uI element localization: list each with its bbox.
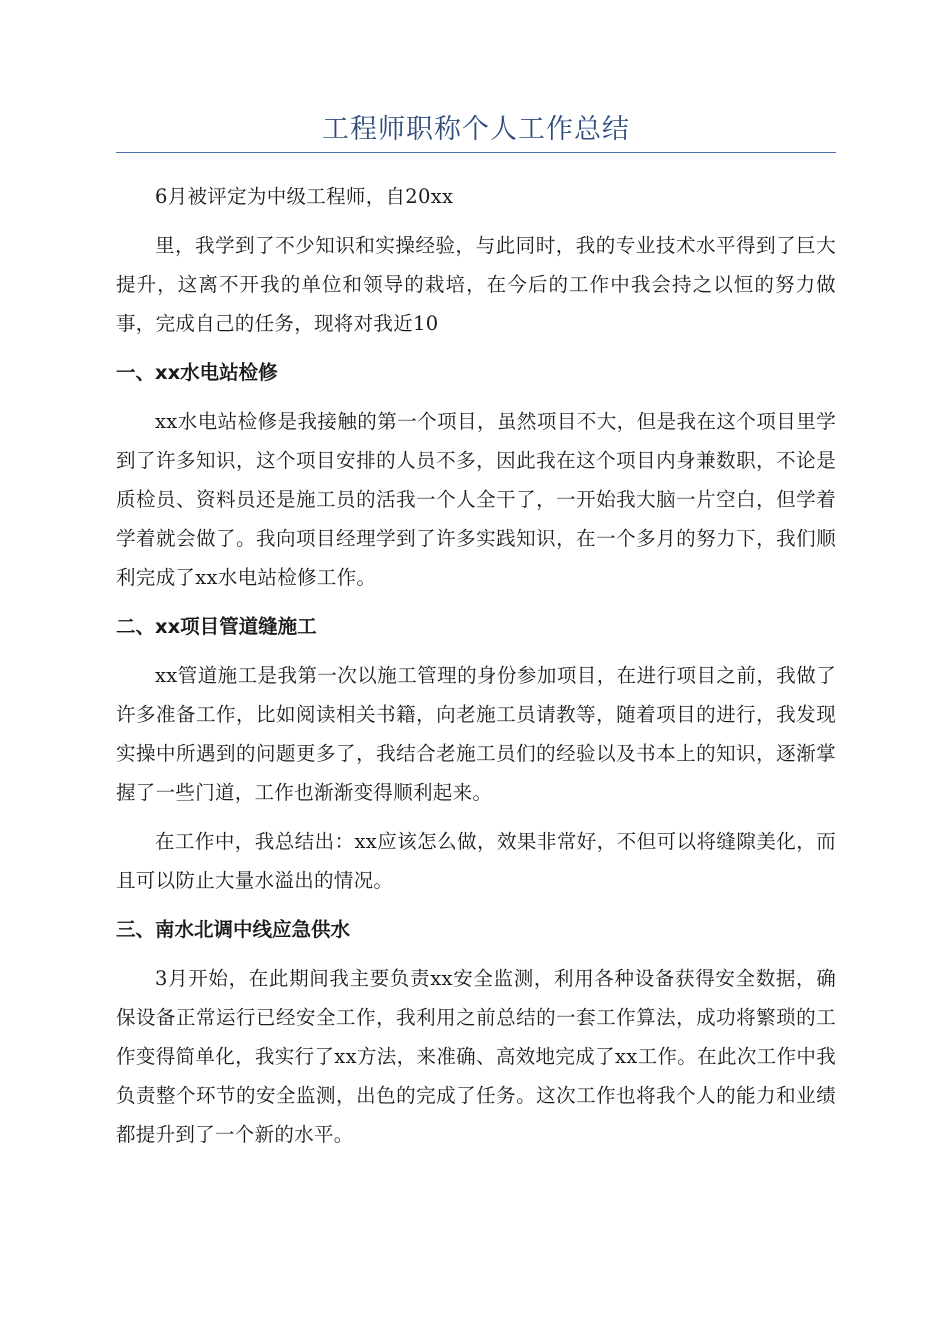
document-title: 工程师职称个人工作总结 — [322, 114, 630, 145]
section-1-paragraph-1: xx水电站检修是我接触的第一个项目，虽然项目不大，但是我在这个项目里学到了许多知识，这个项目安排的人员不多，因此我在这个项目内身兼数职，不论是质检员、资料员还是施工员的活我一个人全干了，一开始我大脑一片空白，但学着学着就会做了。我向项目经理学到了许多实践知识，在一个多月的努力下，我们顺利完成了xx水电站检修工作。 — [116, 410, 836, 589]
section-heading-2: 二、xx项目管道缝施工 — [116, 615, 317, 638]
document-page — [116, 110, 836, 1154]
intro-paragraph-2: 里，我学到了不少知识和实操经验，与此同时，我的专业技术水平得到了巨大提升，这离不开我的单位和领导的栽培，在今后的工作中我会持之以恒的努力做事，完成自己的任务，现将对我近10 — [116, 234, 836, 335]
section-3-paragraph-1: 3月开始，在此期间我主要负责xx安全监测，利用各种设备获得安全数据，确保设备正常运行已经安全工作，我利用之前总结的一套工作算法，成功将繁琐的工作变得简单化，我实行了xx方法，来准确、高效地完成了xx工作。在此次工作中我负责整个环节的安全监测，出色的完成了任务。这次工作也将我个人的能力和业绩都提升到了一个新的水平。 — [116, 967, 836, 1146]
section-2-paragraph-1: xx管道施工是我第一次以施工管理的身份参加项目，在进行项目之前，我做了许多准备工作，比如阅读相关书籍，向老施工员请教等，随着项目的进行，我发现实操中所遇到的问题更多了，我结合老施工员们的经验以及书本上的知识，逐渐掌握了一些门道，工作也渐渐变得顺利起来。 — [116, 664, 836, 804]
section-heading-1: 一、xx水电站检修 — [116, 361, 278, 384]
section-heading-3: 三、南水北调中线应急供水 — [116, 918, 351, 941]
intro-paragraph-1: 6月被评定为中级工程师，自20xx — [155, 185, 454, 208]
section-2-paragraph-2: 在工作中，我总结出：xx应该怎么做，效果非常好，不但可以将缝隙美化，而且可以防止大量水溢出的情况。 — [116, 830, 836, 892]
